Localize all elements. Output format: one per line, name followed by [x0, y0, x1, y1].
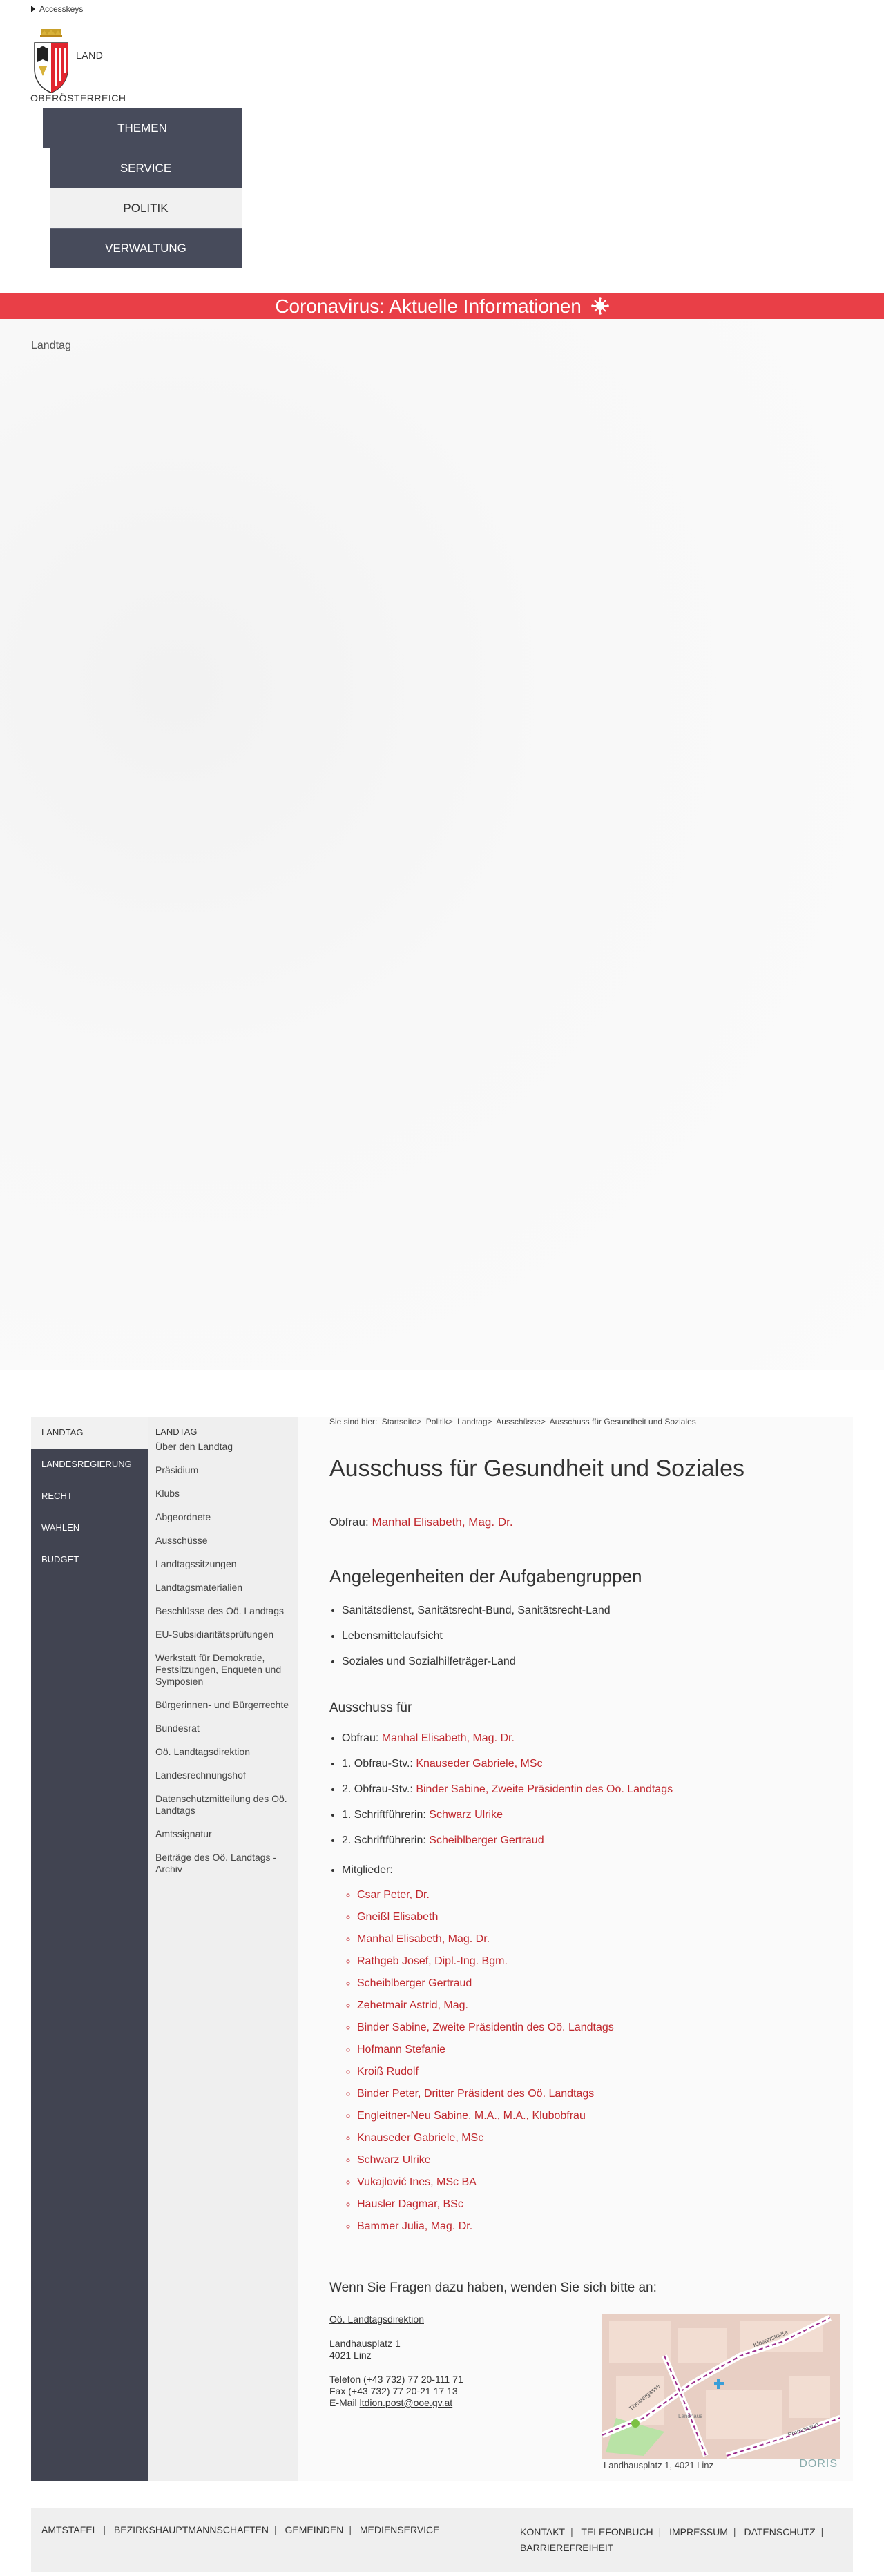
sectionnav-landtag[interactable]: LANDTAG [31, 1417, 148, 1449]
chairperson-label: Obfrau: [329, 1515, 369, 1529]
member-link[interactable]: ◦ Csar Peter, Dr. [357, 1888, 614, 1910]
contact-fax: Fax (+43 732) 77 20-21 17 13 [329, 2385, 458, 2396]
subnav-item[interactable]: Datenschutzmitteilung des Oö. Landtags [155, 1793, 287, 1816]
contact-phone: Telefon (+43 732) 77 20-111 71 [329, 2374, 463, 2385]
subnav-title: LANDTAG [155, 1426, 198, 1437]
footer-separator: | [570, 2526, 573, 2537]
section-heading-committee: Ausschuss für [329, 1701, 412, 1715]
member-link[interactable]: ◦ Häusler Dagmar, BSc [357, 2197, 614, 2219]
footer-link-bezirkshauptmannschaften[interactable]: BEZIRKSHAUPTMANNSCHAFTEN [113, 2524, 269, 2535]
coronavirus-banner[interactable] [0, 293, 884, 319]
nav-politik[interactable]: POLITIK [50, 188, 242, 228]
breadcrumb-link[interactable]: Landtag [457, 1417, 488, 1426]
subnav-item[interactable]: Ausschüsse [155, 1535, 208, 1546]
breadcrumb-separator: > [448, 1417, 453, 1426]
member-link[interactable]: ◦ Binder Sabine, Zweite Präsidentin des Oö. Landtags [357, 2020, 614, 2042]
subnav-item[interactable]: Abgeordnete [155, 1511, 211, 1522]
member-link[interactable]: ◦ Hofmann Stefanie [357, 2042, 614, 2064]
contact-street: Landhausplatz 1 [329, 2338, 401, 2349]
footer-separator: | [733, 2526, 736, 2537]
accesskeys-label: Accesskeys [39, 4, 84, 14]
footer-link-impressum[interactable]: IMPRESSUM [669, 2526, 728, 2537]
breadcrumb-prefix: Sie sind hier: [329, 1417, 378, 1426]
subnav-item[interactable]: Beiträge des Oö. Landtags - Archiv [155, 1852, 277, 1875]
roles-list [342, 1731, 673, 1888]
footer-link-barrierefreiheit[interactable]: BARRIEREFREIHEIT [520, 2542, 614, 2553]
page-title: Ausschuss für Gesundheit und Soziales [329, 1455, 745, 1482]
member-link[interactable]: ◦ Kroiß Rudolf [357, 2064, 614, 2086]
subnav-item[interactable]: Präsidium [155, 1464, 199, 1475]
member-link[interactable]: ◦ Engleitner-Neu Sabine, M.A., M.A., Klubobfrau [357, 2109, 614, 2131]
subnav-item[interactable]: Landtagsmaterialien [155, 1582, 243, 1593]
role-label: 2. Schriftführerin: [342, 1834, 426, 1846]
chairperson-link[interactable]: Manhal Elisabeth, Mag. Dr. [372, 1515, 513, 1529]
contact-address [329, 2314, 463, 2409]
members-label: • Mitglieder: [342, 1863, 673, 1888]
member-link[interactable]: ◦ Vukajlović Ines, MSc BA [357, 2175, 614, 2197]
footer-link-telefonbuch[interactable]: TELEFONBUCH [581, 2526, 653, 2537]
subsection-navigation [148, 1417, 298, 2481]
role-label: 1. Obfrau-Stv.: [342, 1758, 413, 1770]
role-label: Obfrau: [342, 1732, 379, 1744]
map-street-label: Klosterstraße [752, 2328, 789, 2349]
member-link[interactable]: ◦ Manhal Elisabeth, Mag. Dr. [357, 1932, 614, 1954]
hero-image-area [0, 319, 884, 1370]
role-item [342, 1782, 673, 1808]
member-link[interactable]: ◦ Zehetmair Astrid, Mag. [357, 1998, 614, 2020]
subnav-item[interactable]: Beschlüsse des Oö. Landtags [155, 1605, 285, 1616]
role-person-link[interactable]: Binder Sabine, Zweite Präsidentin des Oö. Landtags [416, 1783, 673, 1795]
footer-separator: | [273, 2524, 277, 2535]
contact-organisation[interactable]: Oö. Landtagsdirektion [329, 2314, 424, 2325]
footer-separator: | [103, 2524, 106, 2535]
contact-city: 4021 Linz [329, 2350, 372, 2361]
logo-text-land: LAND [76, 50, 104, 61]
footer-separator: | [820, 2526, 824, 2537]
map-street-label: Theatergasse [627, 2382, 662, 2412]
role-item [342, 1808, 673, 1833]
member-link[interactable]: ◦ Bammer Julia, Mag. Dr. [357, 2219, 614, 2241]
members-list [357, 1888, 614, 2241]
sectionnav-wahlen[interactable]: WAHLEN [41, 1522, 80, 1533]
breadcrumb [329, 1417, 698, 1426]
member-link[interactable]: ◦ Rathgeb Josef, Dipl.-Ing. Bgm. [357, 1954, 614, 1976]
member-link[interactable]: ◦ Knauseder Gabriele, MSc [357, 2131, 614, 2153]
subnav-item[interactable]: Landtagssitzungen [155, 1558, 237, 1569]
subnav-item[interactable]: Landesrechnungshof [155, 1770, 246, 1781]
sectionnav-landesregierung[interactable]: LANDESREGIERUNG [41, 1459, 132, 1469]
member-link[interactable]: ◦ Gneißl Elisabeth [357, 1910, 614, 1932]
role-person-link[interactable]: Scheiblberger Gertraud [429, 1834, 544, 1846]
breadcrumb-separator: > [416, 1417, 422, 1426]
map-street-label: Promenade [787, 2421, 820, 2439]
page-footer [31, 2508, 853, 2572]
role-item [342, 1833, 673, 1859]
role-label: 1. Schriftführerin: [342, 1809, 426, 1821]
triangle-right-icon [31, 6, 35, 12]
nav-themen[interactable]: THEMEN [43, 108, 242, 148]
contact-email-line [329, 2397, 463, 2409]
breadcrumb-current: Ausschuss für Gesundheit und Soziales [549, 1417, 696, 1426]
footer-links-left [41, 2524, 440, 2535]
footer-link-kontakt[interactable]: KONTAKT [520, 2526, 566, 2537]
subnav-item[interactable]: Amtssignatur [155, 1828, 212, 1839]
role-item [342, 1756, 673, 1782]
list-item: • Lebensmittelaufsicht [342, 1629, 611, 1654]
role-person-link[interactable]: Manhal Elisabeth, Mag. Dr. [381, 1732, 515, 1744]
main-navigation [43, 108, 242, 268]
footer-links-right [520, 2524, 845, 2556]
contact-email-link[interactable]: ltdion.post@ooe.gv.at [359, 2397, 453, 2408]
subnav-item[interactable]: Klubs [155, 1488, 180, 1499]
tasks-list [342, 1603, 611, 1680]
breadcrumb-link[interactable]: Startseite [381, 1417, 417, 1426]
footer-link-medienservice[interactable]: MEDIENSERVICE [359, 2524, 440, 2535]
chairperson-line [329, 1515, 513, 1529]
nav-verwaltung[interactable]: VERWALTUNG [50, 228, 242, 268]
site-logo[interactable] [29, 21, 146, 104]
sectionnav-budget[interactable]: BUDGET [41, 1554, 79, 1565]
subnav-item[interactable]: Bürgerinnen- und Bürgerrechte [155, 1699, 289, 1710]
sectionnav-recht[interactable]: RECHT [41, 1491, 73, 1501]
subnav-item[interactable]: Bundesrat [155, 1723, 200, 1734]
subnav-item[interactable]: Über den Landtag [155, 1441, 233, 1452]
footer-link-datenschutz[interactable]: DATENSCHUTZ [744, 2526, 816, 2537]
subnav-item[interactable]: Oö. Landtagsdirektion [155, 1746, 250, 1757]
role-label: 2. Obfrau-Stv.: [342, 1783, 413, 1795]
hero-section-label: Landtag [31, 340, 71, 351]
list-item: • Sanitätsdienst, Sanitätsrecht-Bund, Sanitätsrecht-Land [342, 1603, 611, 1629]
footer-separator: | [658, 2526, 662, 2537]
subnav-item[interactable]: Werkstatt für Demokratie, Festsitzungen, Enqueten und Symposien [155, 1652, 282, 1687]
member-link[interactable]: ◦ Schwarz Ulrike [357, 2153, 614, 2175]
role-person-link[interactable]: Knauseder Gabriele, MSc [416, 1758, 543, 1770]
footer-separator: | [349, 2524, 352, 2535]
role-item [342, 1731, 673, 1756]
breadcrumb-separator: > [487, 1417, 492, 1426]
coat-of-arms-icon [32, 28, 70, 94]
content-area [31, 1417, 853, 2481]
contact-email-label: E-Mail [329, 2397, 357, 2408]
breadcrumb-link[interactable]: Ausschüsse [496, 1417, 541, 1426]
section-navigation [31, 1417, 148, 2481]
accesskeys-toggle[interactable] [31, 4, 83, 14]
contact-question: Wenn Sie Fragen dazu haben, wenden Sie sich bitte an: [329, 2280, 657, 2295]
location-map[interactable] [602, 2314, 840, 2470]
section-heading-tasks: Angelegenheiten der Aufgabengruppen [329, 1566, 642, 1587]
nav-service[interactable]: SERVICE [50, 148, 242, 188]
subnav-item[interactable]: EU-Subsidiaritätsprüfungen [155, 1629, 274, 1640]
map-image [602, 2314, 840, 2459]
map-caption: Landhausplatz 1, 4021 Linz [604, 2460, 714, 2470]
map-place-label: Landhaus [678, 2413, 703, 2419]
breadcrumb-separator: > [540, 1417, 546, 1426]
logo-text-oberoesterreich: OBERÖSTERREICH [30, 93, 126, 104]
member-link[interactable]: ◦ Scheiblberger Gertraud [357, 1976, 614, 1998]
role-person-link[interactable]: Schwarz Ulrike [429, 1809, 503, 1821]
member-link[interactable]: ◦ Binder Peter, Dritter Präsident des Oö. Landtags [357, 2086, 614, 2109]
virus-icon [591, 297, 609, 315]
map-brand-logo: DORIS [799, 2458, 838, 2470]
footer-link-amtstafel[interactable]: AMTSTAFEL [41, 2524, 98, 2535]
footer-link-gemeinden[interactable]: GEMEINDEN [285, 2524, 344, 2535]
coronavirus-banner-label: Coronavirus: Aktuelle Informationen [275, 296, 582, 317]
list-item: • Soziales und Sozialhilfeträger-Land [342, 1654, 611, 1680]
breadcrumb-link[interactable]: Politik [425, 1417, 448, 1426]
